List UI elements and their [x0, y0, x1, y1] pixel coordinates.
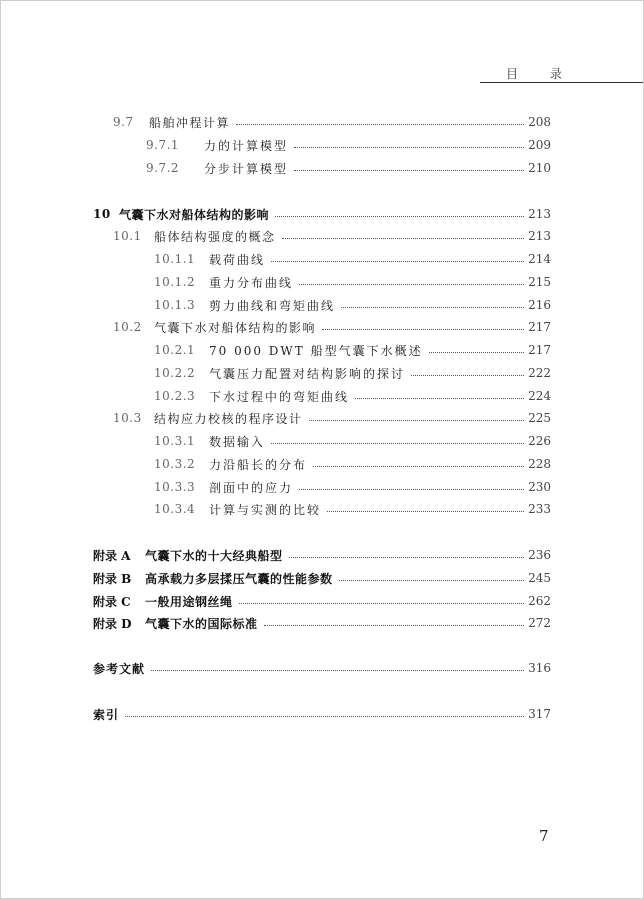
appendix-title: 一般用途钢丝绳: [145, 594, 233, 609]
dot-leader: [271, 443, 524, 444]
toc-entry-10-3-2[interactable]: [154, 454, 551, 474]
toc-entry-10-3-4[interactable]: [154, 499, 551, 519]
page-number: 213: [528, 207, 551, 221]
dot-leader: [239, 603, 525, 604]
toc-entry-appendix-c[interactable]: [93, 591, 551, 611]
section-title: 分步计算模型: [204, 161, 289, 176]
toc-entry-10-1-1[interactable]: [154, 249, 551, 269]
toc-entry-9-7-2[interactable]: [146, 158, 551, 178]
page-number: 272: [528, 616, 551, 630]
section-title: 气囊压力配置对结构影响的探讨: [209, 366, 406, 381]
dot-leader: [309, 420, 525, 421]
appendix-title: 高承载力多层揉压气囊的性能参数: [145, 571, 333, 586]
section-number: 10.1.3: [154, 298, 196, 312]
toc-entry-10-1-2[interactable]: [154, 272, 551, 292]
page-number: 233: [528, 502, 551, 516]
section-number: 10.3: [113, 411, 142, 425]
toc-entry-10-2[interactable]: [113, 317, 551, 337]
appendix-title: 气囊下水的十大经典船型: [145, 548, 283, 563]
toc-entry-10-2-3[interactable]: [154, 386, 551, 406]
toc-entry-appendix-a[interactable]: [93, 545, 551, 565]
dot-leader: [411, 375, 524, 376]
section-title: 力的计算模型: [204, 138, 289, 153]
section-number: 10.3.3: [154, 480, 196, 494]
section-number: 10.3.4: [154, 502, 196, 516]
running-header: 目 录: [506, 67, 576, 81]
dot-leader: [299, 489, 524, 490]
section-title: 下水过程中的弯矩曲线: [209, 389, 350, 404]
page-number: 236: [528, 548, 551, 562]
section-title: 结构应力校核的程序设计: [154, 411, 303, 426]
page-number: 209: [528, 138, 551, 152]
page-number: 262: [528, 594, 551, 608]
dot-leader: [313, 466, 524, 467]
page-number: 225: [528, 411, 551, 425]
index-title: 索引: [93, 707, 120, 722]
toc-entry-appendix-d[interactable]: [93, 613, 551, 633]
appendix-label: 附录 D: [93, 616, 132, 631]
toc-entry-9-7-1[interactable]: [146, 135, 551, 155]
section-number: 9.7: [113, 115, 134, 129]
toc-entry-9-7[interactable]: [113, 112, 551, 132]
section-title: 剖面中的应力: [209, 480, 294, 495]
section-title: 计算与实测的比较: [209, 502, 322, 517]
dot-leader: [341, 307, 524, 308]
toc-entry-10-1[interactable]: [113, 226, 551, 246]
section-number: 10.1.1: [154, 252, 196, 266]
folio-page-number: 7: [539, 827, 549, 845]
dot-leader: [236, 124, 524, 125]
dot-leader: [125, 716, 524, 717]
section-number: 9.7.2: [146, 161, 180, 175]
section-number: 9.7.1: [146, 138, 180, 152]
dot-leader: [355, 398, 524, 399]
section-number: 10.1.2: [154, 275, 196, 289]
chapter-title: 气囊下水对船体结构的影响: [119, 207, 270, 222]
page-number: 228: [528, 457, 551, 471]
page-number: 216: [528, 298, 551, 312]
toc-entry-10-3-3[interactable]: [154, 477, 551, 497]
appendix-label: 附录 A: [93, 548, 131, 563]
page-number: 210: [528, 161, 551, 175]
dot-leader: [339, 580, 525, 581]
section-number: 10.2.3: [154, 389, 196, 403]
section-number: 10.2: [113, 320, 142, 334]
page-number: 213: [528, 229, 551, 243]
toc-entry-chapter-10[interactable]: [93, 204, 551, 224]
toc-entry-10-2-2[interactable]: [154, 363, 551, 383]
page-number: 214: [528, 252, 551, 266]
dot-leader: [429, 352, 525, 353]
header-rule: [480, 82, 643, 83]
page-number: 215: [528, 275, 551, 289]
page-number: 217: [528, 320, 551, 334]
dot-leader: [294, 170, 524, 171]
page-number: 317: [528, 707, 551, 721]
section-title: 力沿船长的分布: [209, 457, 308, 472]
dot-leader: [275, 216, 524, 217]
page-number: 224: [528, 389, 551, 403]
section-title: 重力分布曲线: [209, 275, 294, 290]
section-number: 10.3.2: [154, 457, 196, 471]
section-title: 气囊下水对船体结构的影响: [154, 320, 317, 335]
section-number: 10.1: [113, 229, 142, 243]
dot-leader: [299, 284, 524, 285]
section-title: 70 000 DWT 船型气囊下水概述: [209, 343, 423, 358]
page-number: 230: [528, 480, 551, 494]
toc-entry-10-3[interactable]: [113, 408, 551, 428]
dot-leader: [294, 147, 524, 148]
page-number: 208: [528, 115, 551, 129]
dot-leader: [289, 557, 525, 558]
section-title: 载荷曲线: [209, 252, 266, 267]
chapter-number: 10: [93, 207, 111, 221]
section-number: 10.3.1: [154, 434, 196, 448]
dot-leader: [322, 329, 524, 330]
section-title: 船体结构强度的概念: [154, 229, 276, 244]
page-number: 222: [528, 366, 551, 380]
appendix-title: 气囊下水的国际标准: [145, 616, 258, 631]
toc-entry-references[interactable]: [93, 658, 551, 678]
section-title: 船舶冲程计算: [149, 115, 231, 130]
dot-leader: [327, 511, 524, 512]
section-title: 剪力曲线和弯矩曲线: [209, 298, 336, 313]
section-number: 10.2.1: [154, 343, 196, 357]
dot-leader: [264, 625, 525, 626]
references-title: 参考文献: [93, 661, 146, 676]
page-number: 245: [528, 571, 551, 585]
page-number: 226: [528, 434, 551, 448]
section-title: 数据输入: [209, 434, 266, 449]
dot-leader: [271, 261, 524, 262]
toc-entry-appendix-b[interactable]: [93, 568, 551, 588]
appendix-label: 附录 C: [93, 594, 131, 609]
appendix-label: 附录 B: [93, 571, 132, 586]
toc-entry-index[interactable]: [93, 704, 551, 724]
toc-entry-10-1-3[interactable]: [154, 295, 551, 315]
page-number: 217: [528, 343, 551, 357]
section-number: 10.2.2: [154, 366, 196, 380]
toc-entry-10-3-1[interactable]: [154, 431, 551, 451]
dot-leader: [151, 670, 524, 671]
toc-entry-10-2-1[interactable]: [154, 340, 551, 360]
dot-leader: [282, 238, 525, 239]
page-number: 316: [528, 661, 551, 675]
